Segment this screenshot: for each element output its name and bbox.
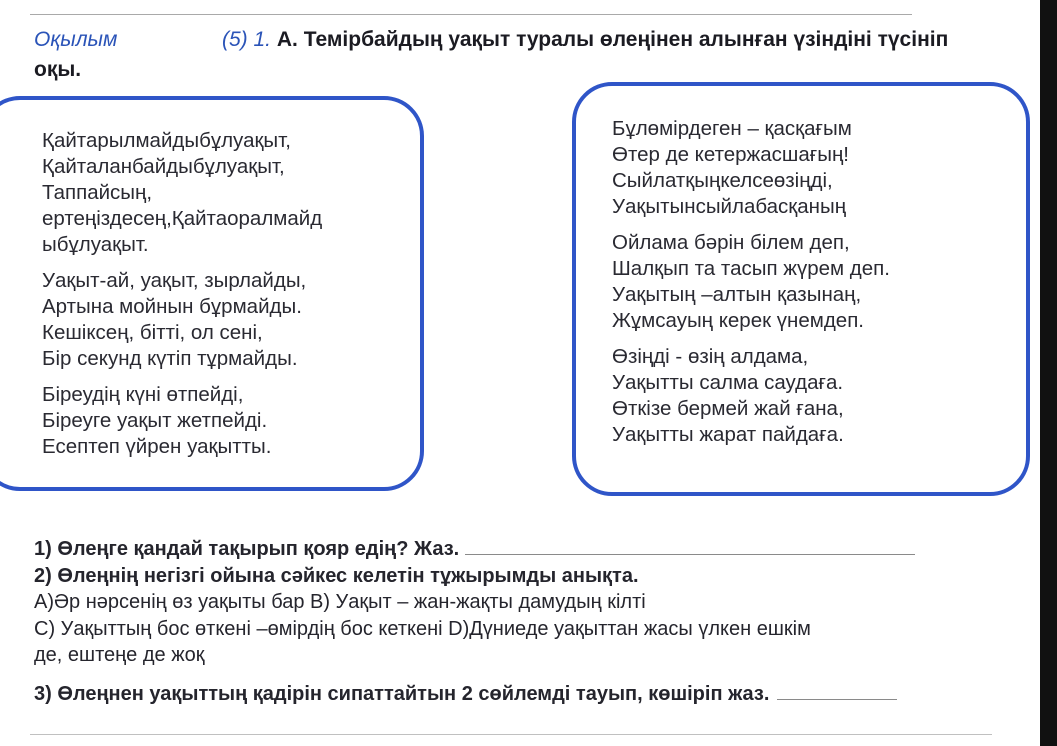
question-3: [34, 681, 915, 708]
poem-line: Ойлама бәрін білем деп,: [612, 231, 850, 254]
stanza: [612, 116, 1026, 220]
question-2-options-d-cont: де, ештеңе де жоқ: [34, 644, 205, 666]
answer-line-3[interactable]: [777, 681, 897, 700]
question-1: [34, 536, 915, 563]
poem-line: Кешіксең, бітті, ол сені,: [42, 321, 263, 344]
poem-line: ертеңіздесең,Қайтаоралмайд: [42, 207, 323, 230]
question-3-text: 3) Өлеңнен уақыттың қадірін сипаттайтын 2 сөйлемді тауып, көшіріп жаз.: [34, 682, 770, 705]
poem-line: Уақытты салма саудаға.: [612, 371, 844, 394]
stanza: [42, 382, 420, 460]
stanza: [612, 344, 1026, 448]
stanza: [42, 268, 420, 372]
poem-line: Жұмсауың керек үнемдеп.: [612, 309, 864, 332]
poem-line: Шалқып та тасып жүрем деп.: [612, 257, 890, 280]
questions: [34, 536, 915, 707]
poem-line: Артына мойнын бұрмайды.: [42, 295, 302, 318]
poem-line: ыбұлуақыт.: [42, 233, 149, 256]
question-2-options-c-d: С) Уақыттың бос өткені –өмірдің бос кеткені D)Дүниеде уақыттан жасы үлкен ешкім: [34, 617, 811, 640]
task-text: А. Темірбайдың уақыт туралы өлеңінен алынған үзіндіні түсініп: [276, 28, 949, 51]
stanza: [42, 128, 420, 258]
screen-edge: [1040, 0, 1057, 746]
poem-line: Сыйлатқыңкелсеөзіңді,: [612, 169, 833, 192]
poem-line: Уақытынсыйлабасқаның: [612, 195, 847, 218]
poem-line: Таппайсың,: [42, 181, 153, 204]
poem-line: Есептеп үйрен уақытты.: [42, 435, 272, 458]
poem-box-right: [572, 82, 1030, 496]
poem-line: Қайтарылмайдыбұлуақыт,: [42, 129, 291, 152]
answer-line-1[interactable]: [465, 536, 915, 555]
task-number: (5) 1.: [222, 28, 272, 51]
question-1-text: 1) Өлеңге қандай тақырып қояр едің? Жаз.: [34, 538, 460, 560]
poem-line: Уақытты жарат пайдаға.: [612, 423, 844, 446]
section-label: Оқылым: [34, 28, 118, 51]
stanza: [612, 230, 1026, 334]
poem-line: Қайталанбайдыбұлуақыт,: [42, 155, 285, 178]
top-divider: [30, 14, 912, 15]
task-text-continued: оқы.: [34, 58, 82, 81]
poem-line: Уақыт-ай, уақыт, зырлайды,: [42, 269, 307, 292]
poem-box-left: [0, 96, 424, 491]
poem-line: Біреудің күні өтпейді,: [42, 383, 244, 406]
poem-line: Өзіңді - өзің алдама,: [612, 345, 809, 368]
poem-line: Өткізе бермей жай ғана,: [612, 397, 844, 420]
bottom-divider: [30, 734, 992, 735]
poem-line: Біреуге уақыт жетпейді.: [42, 409, 268, 432]
question-2-text: 2) Өлеңнің негізгі ойына сәйкес келетін тұжырымды анықта.: [34, 564, 639, 587]
question-2-options-a-b: А)Әр нәрсенің өз уақыты бар В) Уақыт – жан-жақты дамудың кілті: [34, 591, 646, 613]
poem-line: Бір секунд күтіп тұрмайды.: [42, 347, 298, 370]
task-heading: [222, 28, 948, 52]
poem-line: Бұлөмірдеген – қасқағым: [612, 117, 852, 140]
poem-line: Өтер де кетержасшағың!: [612, 143, 849, 166]
poem-line: Уақытың –алтын қазынаң,: [612, 283, 862, 306]
